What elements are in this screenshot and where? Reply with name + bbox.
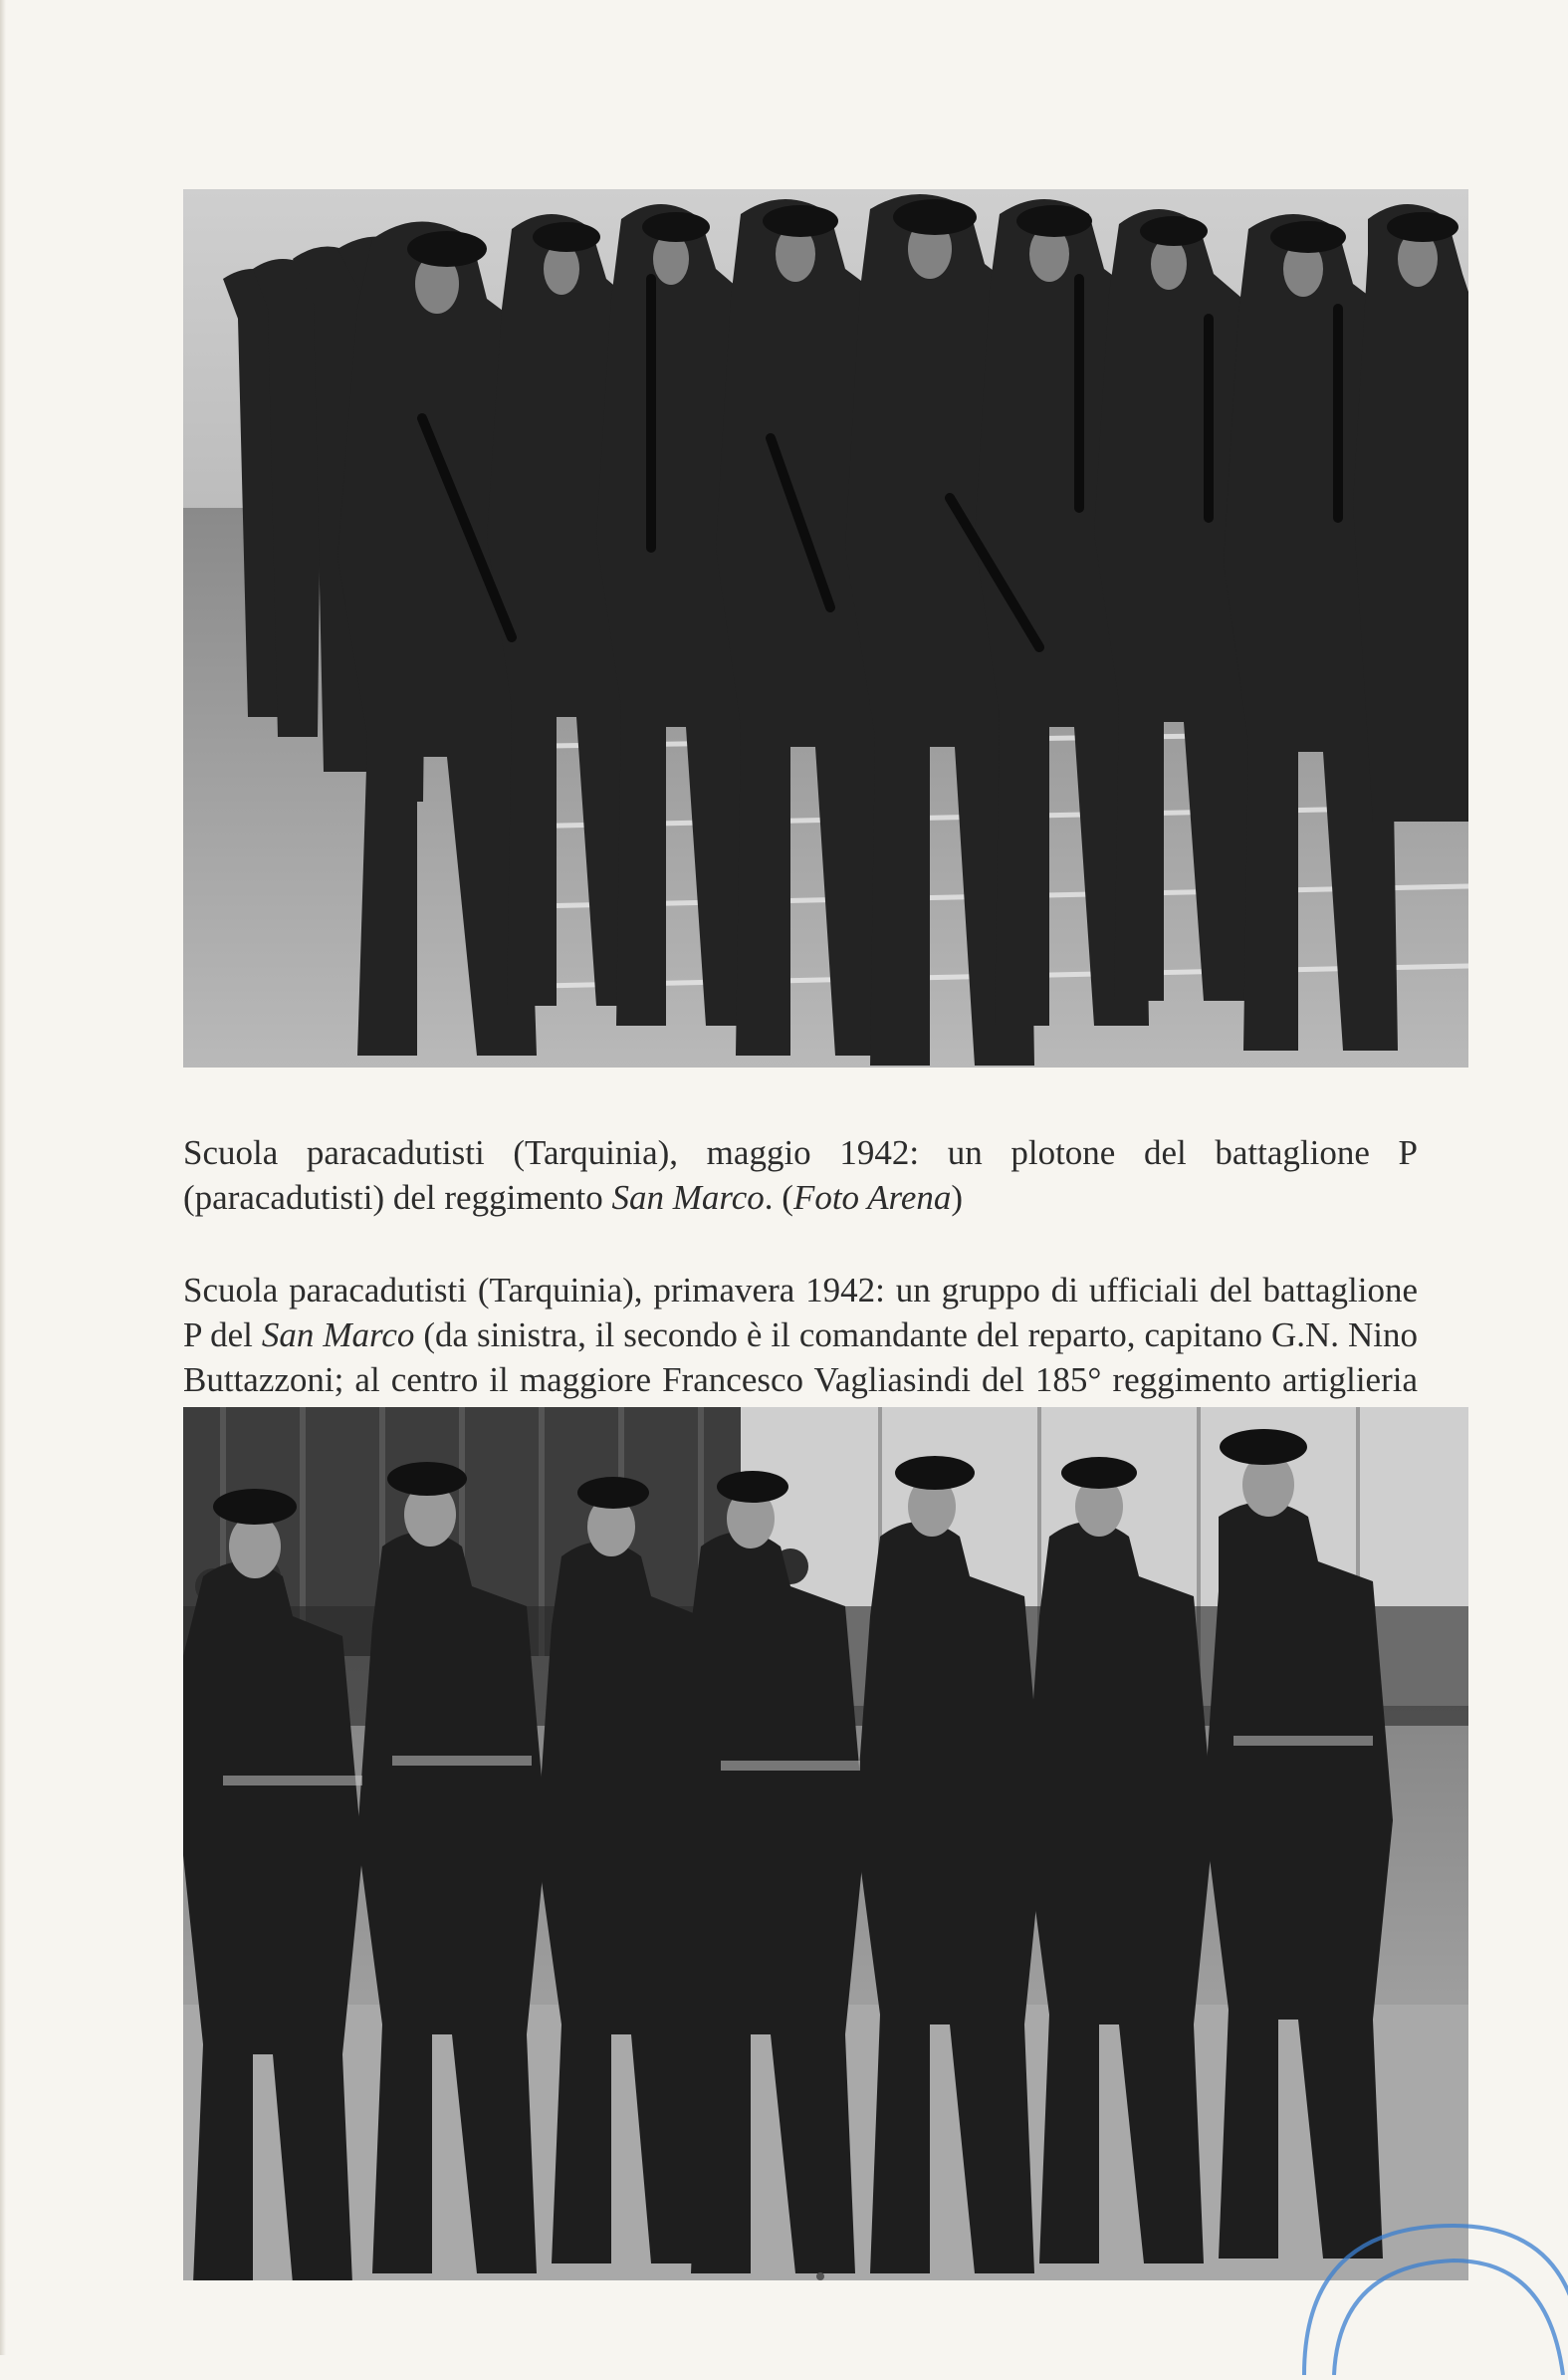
photo-officers-group (183, 1407, 1468, 2280)
print-speck (816, 2272, 824, 2280)
caption-top (183, 1130, 1418, 1220)
caption-top-text-2: . ( (764, 1178, 793, 1217)
photo-officers-group-image (183, 1407, 1468, 2280)
page-edge (0, 0, 6, 2355)
caption-top-unit-name: San Marco (611, 1178, 765, 1217)
photo-paratroopers-parade-image (183, 189, 1468, 1068)
caption-bottom-text-1: Scuola paracadutisti (Tarquinia), primavera 1942: un gruppo di ufficiali del battaglione P del (183, 1271, 1418, 1354)
caption-bottom-unit-name: San Marco (261, 1315, 415, 1354)
library-stamp-graphic (1284, 2206, 1568, 2375)
caption-top-text-3: ) (951, 1178, 964, 1217)
caption-top-photo-credit: Foto Arena (792, 1178, 952, 1217)
photo-paratroopers-parade (183, 189, 1468, 1068)
caption-bottom-text-2: (da sinistra, il secondo è il comandante del reparto, capitano G.N. Nino Buttazzoni; al centro il maggiore Francesco Vagliasindi del 185° reggimento artiglieria (183, 1315, 1418, 1399)
library-stamp (1284, 2206, 1568, 2375)
caption-top-text-1: Scuola paracadutisti (Tarquinia), maggio 1942: un plotone del battaglione P (paracadutisti) del reggimento (183, 1133, 1418, 1217)
